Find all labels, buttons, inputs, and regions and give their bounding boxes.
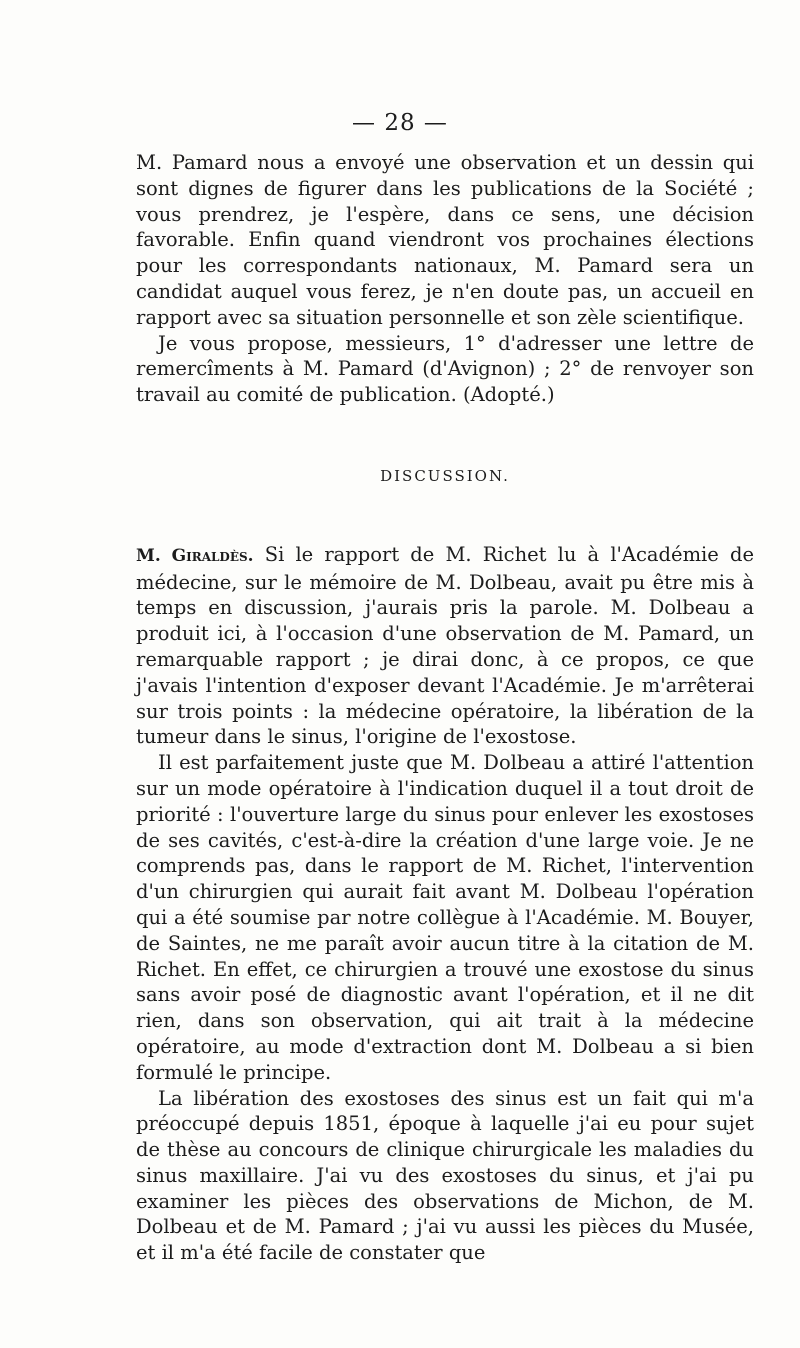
paragraph	[136, 542, 754, 750]
paragraph-text: Si le rapport de M. Richet lu à l'Académie de médecine, sur le mémoire de M. Dolbeau, avait pu être mis à temps en discussion, j'aurais pris la parole. M. Dolbeau a produit ici, à l'occasion d'une observation de M. Pamard, un remarquable rapport ; je dirai donc, à ce propos, ce que j'avais l'intention d'exposer devant l'Académie. Je m'arrêterai sur trois points : la médecine opératoire, la libération de la tumeur dans le sinus, l'origine de l'exostose.	[136, 542, 754, 749]
paragraph: Je vous propose, messieurs, 1° d'adresser une lettre de remercîments à M. Pamard (d'Avignon) ; 2° de renvoyer son travail au comité de publication. (Adopté.)	[136, 331, 754, 407]
section-heading: DISCUSSION.	[380, 466, 510, 485]
paragraph: La libération des exostoses des sinus est un fait qui m'a préoccupé depuis 1851, époque à laquelle j'ai eu pour sujet de thèse au concours de clinique chirurgicale les maladies du sinus maxillaire. J'ai vu des exostoses du sinus, et j'ai pu examiner les pièces des observations de Michon, de M. Dolbeau et de M. Pamard ; j'ai vu aussi les pièces du Musée, et il m'a été facile de constater que	[136, 1086, 754, 1265]
page-number: — 28 —	[352, 110, 448, 136]
paragraph: M. Pamard nous a envoyé une observation et un dessin qui sont dignes de figurer dans les publications de la Société ; vous prendrez, je l'espère, dans ce sens, une décision favorable. Enfin quand viendront vos prochaines élections pour les correspondants nationaux, M. Pamard sera un candidat auquel vous ferez, je n'en doute pas, un accueil en rapport avec sa situation personnelle et son zèle scientifique.	[136, 151, 754, 329]
paragraph: Il est parfaitement juste que M. Dolbeau a attiré l'attention sur un mode opératoire à l'indication duquel il a tout droit de priorité : l'ouverture large du sinus pour enlever les exostoses de ses cavités, c'est-à-dire la création d'une large voie. Je ne comprends pas, dans le rapport de M. Richet, l'intervention d'un chirurgien qui aurait fait avant M. Dolbeau l'opération qui a été soumise par notre collègue à l'Académie. M. Bouyer, de Saintes, ne me paraît avoir aucun titre à la citation de M. Richet. En effet, ce chirurgien a trouvé une exostose du sinus sans avoir posé de diagnostic avant l'opération, et il ne dit rien, dans son observation, qui ait trait à la médecine opératoire, au mode d'extraction dont M. Dolbeau a si bien formulé le principe.	[136, 751, 754, 1084]
speaker-name: M. Giraldès.	[136, 545, 254, 566]
body-text	[136, 150, 754, 1266]
